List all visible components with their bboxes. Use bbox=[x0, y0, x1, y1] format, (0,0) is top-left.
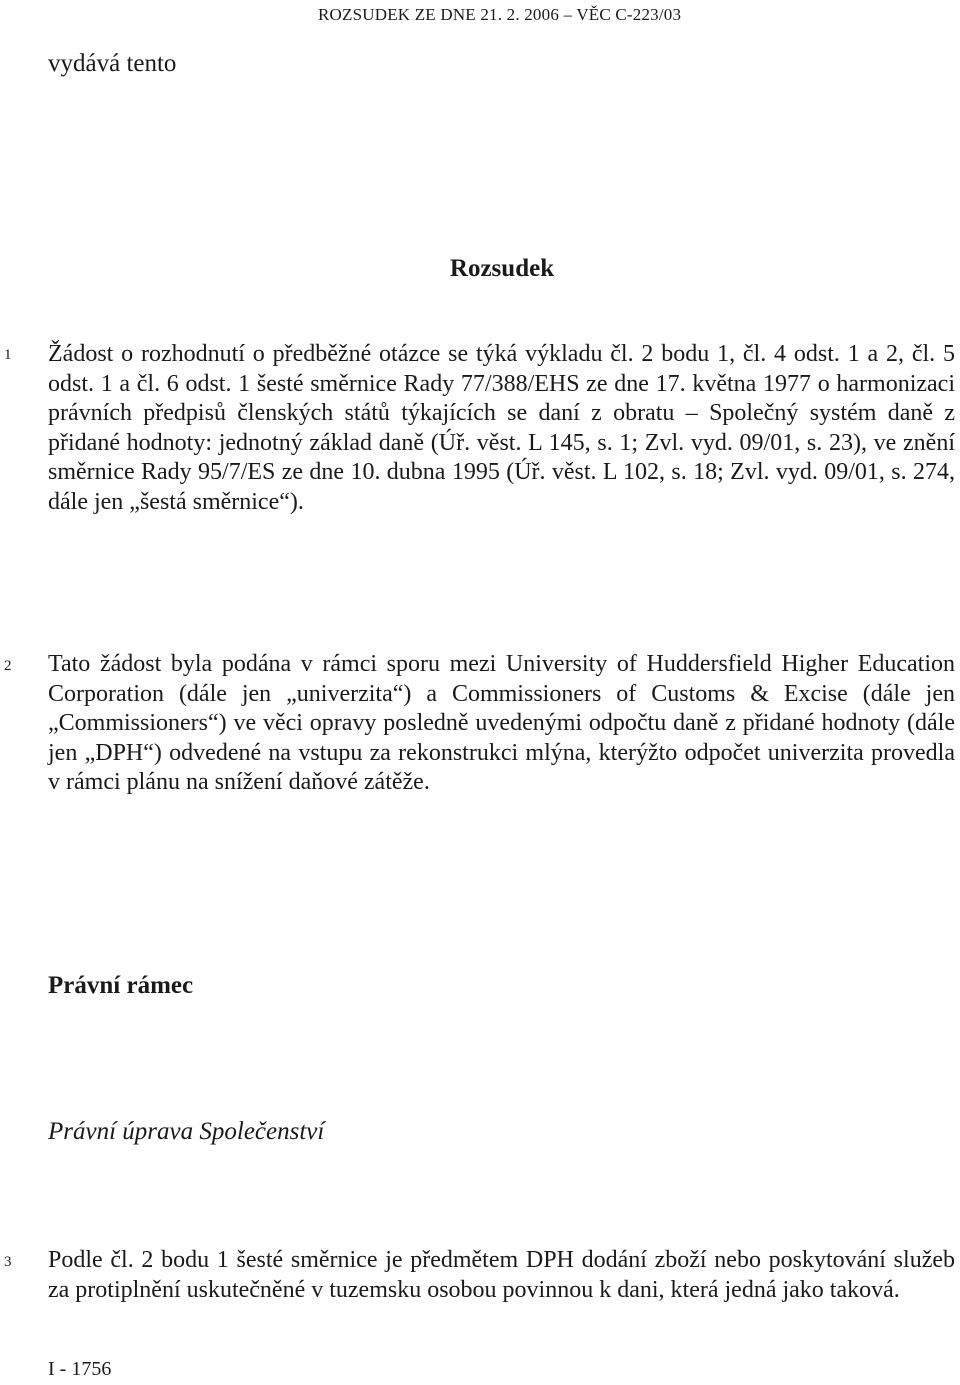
paragraph-text: Žádost o rozhodnutí o předběžné otázce se týká výkladu čl. 2 bodu 1, čl. 4 odst. 1 a 2, čl. 5 odst. 1 a čl. 6 odst. 1 šesté směrnice Rady 77/388/EHS ze dne 17. května 1977 o harmonizaci právních předpisů členských států týkajících se daní z obratu – Společný systém daně z přidané hodnoty: jednotný základ daně (Úř. věst. L 145, s. 1; Zvl. vyd. 09/01, s. 23), ve znění směrnice Rady 95/7/ES ze dne 10. dubna 1995 (Úř. věst. L 102, s. 18; Zvl. vyd. 09/01, s. 274, dále jen „šestá směrnice“). bbox=[48, 341, 955, 515]
paragraph-number: 2 bbox=[4, 658, 12, 674]
section-heading: Právní rámec bbox=[48, 972, 194, 999]
subsection-heading: Právní úprava Společenství bbox=[48, 1118, 325, 1145]
paragraph-number: 1 bbox=[4, 347, 12, 363]
running-head: ROZSUDEK ZE DNE 21. 2. 2006 – VĚC C-223/03 bbox=[318, 5, 682, 24]
page-number: I - 1756 bbox=[48, 1358, 112, 1380]
paragraph-text: Podle čl. 2 bodu 1 šesté směrnice je předmětem DPH dodání zboží nebo poskytování služeb za protiplnění uskutečněné v tuzemsku osobou povinnou k dani, která jedná jako taková. bbox=[48, 1247, 955, 1303]
paragraph-text: Tato žádost byla podána v rámci sporu mezi University of Huddersfield Higher Education Corporation (dále jen „univerzita“) a Commissioners of Customs & Excise (dále jen „Commissioners“) ve věci opravy posledně uvedenými odpočtu daně z přidané hodnoty (dále jen „DPH“) odvedené na vstupu za rekonstrukci mlýna, kterýžto odpočet univerzita provedla v rámci plánu na snížení daňové zátěže. bbox=[48, 651, 955, 795]
paragraph-number: 3 bbox=[4, 1254, 12, 1270]
judgment-title: Rozsudek bbox=[449, 255, 555, 282]
intro-text: vydává tento bbox=[48, 50, 177, 77]
